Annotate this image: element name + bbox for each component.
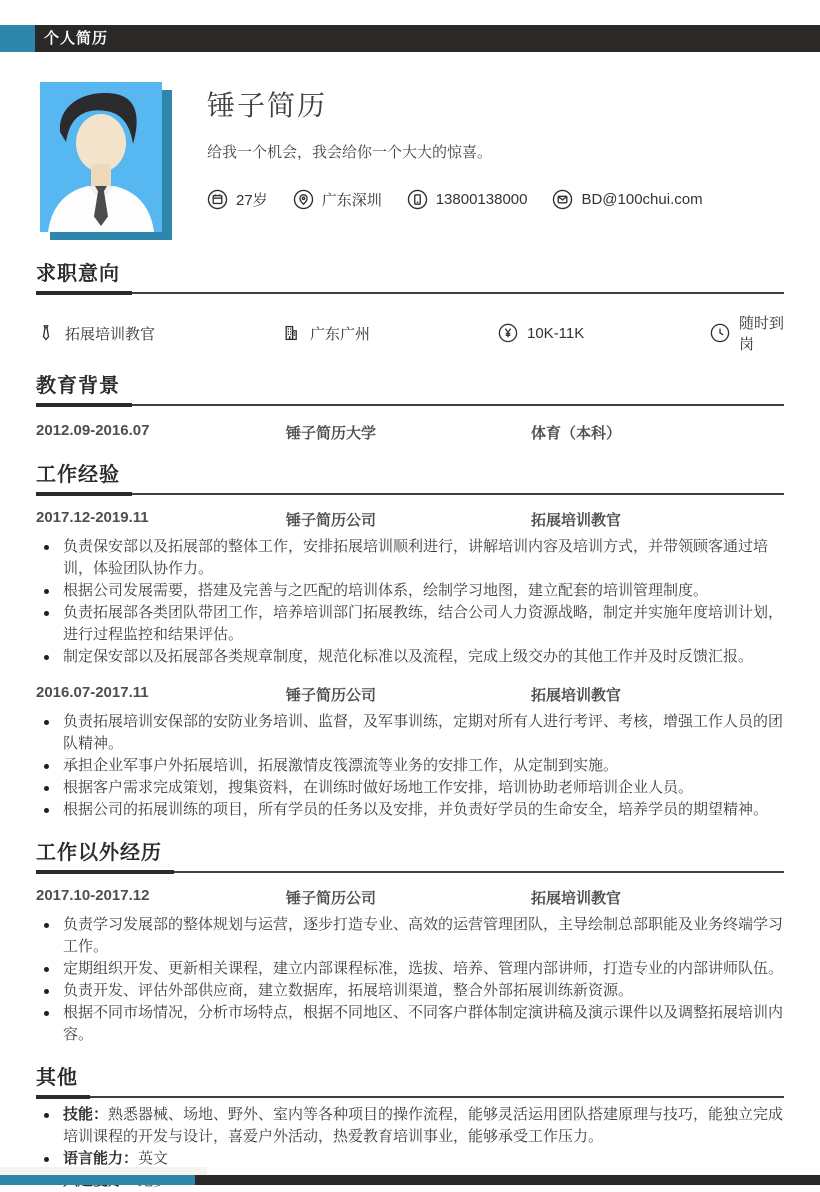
intent-salary xyxy=(498,312,710,354)
section-title: 教育背景 xyxy=(36,376,132,407)
contact-row xyxy=(207,189,703,210)
resume-body xyxy=(0,264,820,1192)
education-major: 体育（本科） xyxy=(531,425,622,442)
entry-role: 拓展培训教官 xyxy=(531,687,622,704)
other-item-skills xyxy=(36,1104,784,1148)
entry-period: 2016.07-2017.11 xyxy=(36,684,149,701)
email-text: BD@100chui.com xyxy=(581,191,703,208)
section-header xyxy=(36,376,784,406)
section-header xyxy=(36,264,784,294)
location-text: 广东深圳 xyxy=(321,192,382,209)
footer-shadow xyxy=(0,1167,207,1175)
bullet-item: 根据客户需求完成策划，搜集资料，在训练时做好场地工作安排，培训协助老师培训企业人员。 xyxy=(36,777,784,799)
contact-age xyxy=(207,189,268,210)
top-bar-accent-block xyxy=(0,25,35,52)
entry-bullets xyxy=(36,711,784,821)
bullet-item: 负责拓展部各类团队带团工作，培养培训部门拓展教练，结合公司人力资源战略，制定并实施年度培训计划，进行过程监控和结果评估。 xyxy=(36,602,784,646)
extra-entry xyxy=(36,887,784,1046)
age-text: 27岁 xyxy=(236,192,268,209)
entry-bullets xyxy=(36,536,784,668)
bullet-item: 承担企业军事户外拓展培训，拓展激情皮筏漂流等业务的安排工作，从定制到实施。 xyxy=(36,755,784,777)
entry-period: 2017.10-2017.12 xyxy=(36,887,150,904)
bullet-item: 负责学习发展部的整体规划与运营，逐步打造专业、高效的运营管理团队，主导绘制总部职能及业务终端学习工作。 xyxy=(36,914,784,958)
bullet-item: 根据公司的拓展训练的项目，所有学员的任务以及安排，并负责好学员的生命安全，培养学员的期望精神。 xyxy=(36,799,784,821)
building-icon xyxy=(281,323,301,343)
contact-phone xyxy=(407,189,528,210)
section-header xyxy=(36,843,784,873)
entry-company: 锤子简历公司 xyxy=(286,512,377,529)
work-entry xyxy=(36,509,784,668)
work-entry xyxy=(36,684,784,821)
phone-icon xyxy=(407,189,428,210)
other-item-text: 英文 xyxy=(138,1150,169,1167)
section-title: 工作经验 xyxy=(36,465,132,496)
intent-city-text: 广东广州 xyxy=(310,325,371,343)
section-title: 其他 xyxy=(36,1068,90,1099)
other-item-text: 熟悉器械、场地、野外、室内等各种项目的操作流程，能够灵活运用团队搭建原理与技巧，能独立完成培训课程的开发与设计，喜爱户外活动，热爱教育培训事业，能够承受工作压力。 xyxy=(63,1106,784,1145)
top-title-bar xyxy=(0,25,820,52)
entry-header xyxy=(36,887,784,908)
clock-icon xyxy=(710,323,730,343)
intent-position xyxy=(36,312,281,354)
footer-dark-bar xyxy=(195,1175,820,1185)
section-work-experience xyxy=(36,465,784,821)
page-title: 个人简历 xyxy=(35,25,820,52)
education-period: 2012.09-2016.07 xyxy=(36,422,150,439)
contact-location xyxy=(293,189,382,210)
other-item-label: 技能： xyxy=(63,1106,109,1123)
bullet-item: 根据不同市场情况，分析市场特点，根据不同地区、不同客户群体制定演讲稿及演示课件以及调整拓展培训内容。 xyxy=(36,1002,784,1046)
bullet-item: 负责保安部以及拓展部的整体工作，安排拓展培训顺利进行，讲解培训内容及培训方式，并带领顾客通过培训，体验团队协作力。 xyxy=(36,536,784,580)
footer-accent-block xyxy=(0,1175,195,1185)
contact-email xyxy=(552,189,702,210)
entry-period: 2017.12-2019.11 xyxy=(36,509,149,526)
entry-role: 拓展培训教官 xyxy=(531,512,622,529)
section-header xyxy=(36,1068,784,1098)
education-school: 锤子简历大学 xyxy=(286,425,377,442)
intent-position-text: 拓展培训教官 xyxy=(65,325,156,343)
bullet-item: 负责拓展培训安保部的安防业务培训、监督，及军事训练，定期对所有人进行考评、考核，增强工作人员的团队精神。 xyxy=(36,711,784,755)
phone-text: 13800138000 xyxy=(435,191,528,208)
section-education xyxy=(36,376,784,443)
entry-company: 锤子简历公司 xyxy=(286,687,377,704)
bullet-item: 定期组织开发、更新相关课程，建立内部课程标准，选拔、培养、管理内部讲师，打造专业的内部讲师队伍。 xyxy=(36,958,784,980)
intent-availability xyxy=(710,312,784,354)
section-job-intention xyxy=(36,264,784,354)
job-intention-row xyxy=(36,312,784,354)
header-info xyxy=(207,82,703,242)
bullet-item: 根据公司发展需要，搭建及完善与之匹配的培训体系，绘制学习地图，建立配套的培训管理制度。 xyxy=(36,580,784,602)
entry-header xyxy=(36,509,784,530)
entry-company: 锤子简历公司 xyxy=(286,890,377,907)
intent-availability-text: 随时到岗 xyxy=(739,315,785,353)
profile-photo xyxy=(40,82,174,242)
section-extra-experience xyxy=(36,843,784,1046)
avatar xyxy=(40,82,162,232)
candidate-name: 锤子简历 xyxy=(207,90,328,121)
location-icon xyxy=(293,189,314,210)
calendar-icon xyxy=(207,189,228,210)
footer-bar xyxy=(0,1175,820,1185)
resume-header xyxy=(0,52,820,242)
other-item-label: 语言能力： xyxy=(63,1150,139,1167)
entry-header xyxy=(36,684,784,705)
tie-icon xyxy=(36,323,56,343)
bullet-item: 制定保安部以及拓展部各类规章制度，规范化标准以及流程，完成上级交办的其他工作并及时反馈汇报。 xyxy=(36,646,784,668)
candidate-tagline: 给我一个机会，我会给你一个大大的惊喜。 xyxy=(207,144,493,161)
section-title: 工作以外经历 xyxy=(36,843,174,874)
entry-role: 拓展培训教官 xyxy=(531,890,622,907)
section-title: 求职意向 xyxy=(36,264,132,295)
bullet-item: 负责开发、评估外部供应商，建立数据库，拓展培训渠道，整合外部拓展训练新资源。 xyxy=(36,980,784,1002)
salary-icon xyxy=(498,323,518,343)
entry-bullets xyxy=(36,914,784,1046)
intent-salary-text: 10K-11K xyxy=(527,324,585,342)
email-icon xyxy=(552,189,573,210)
section-header xyxy=(36,465,784,495)
intent-city xyxy=(281,312,498,354)
education-row xyxy=(36,422,784,443)
